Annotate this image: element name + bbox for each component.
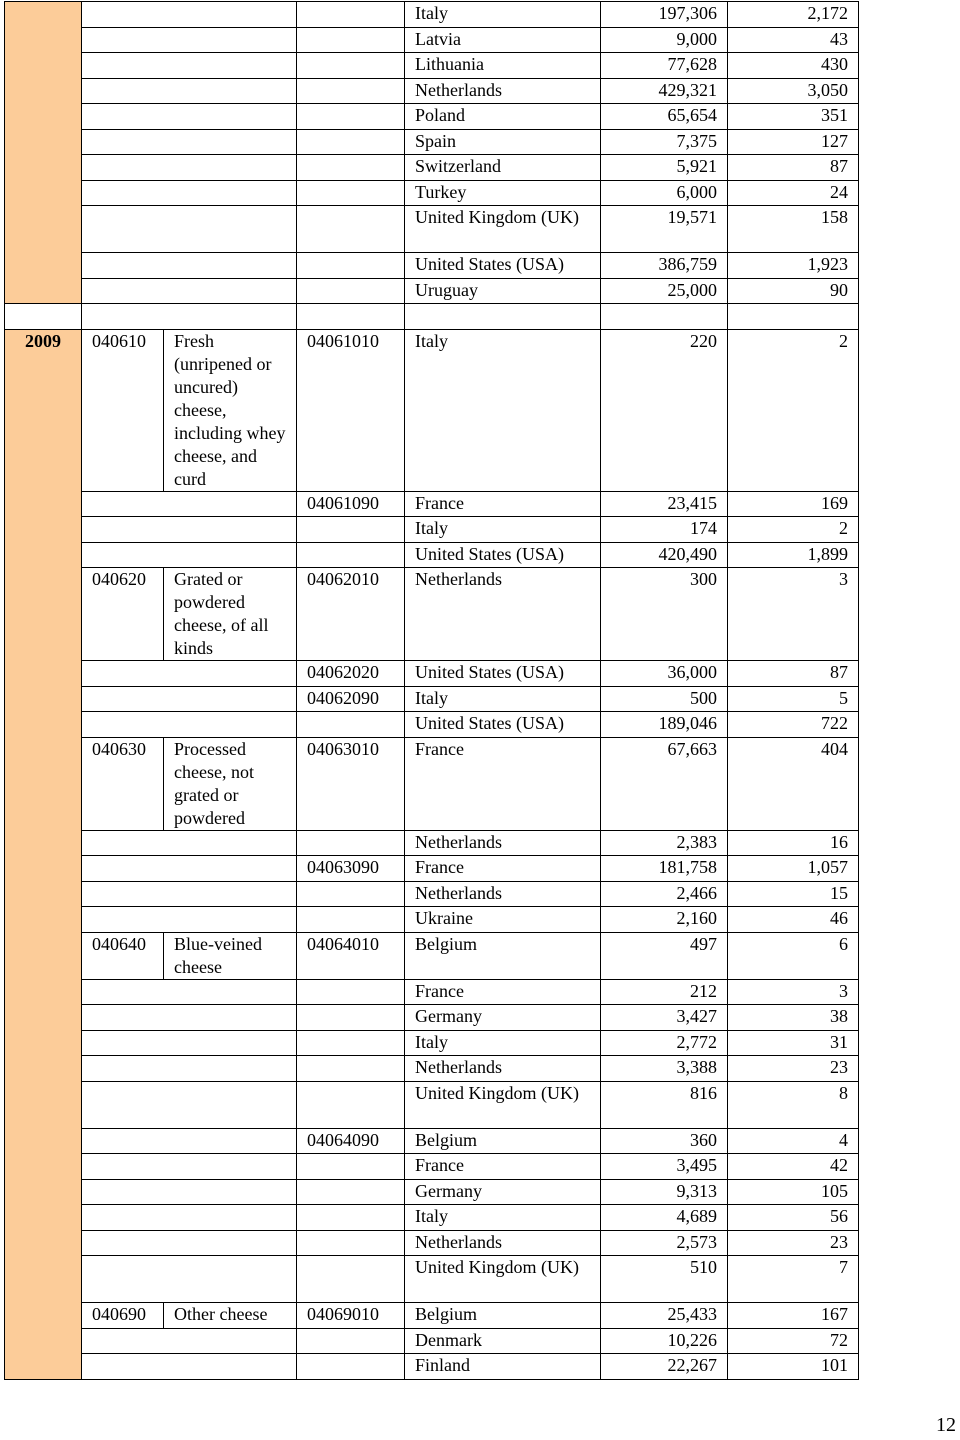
quantity-cell: 7 <box>728 1256 859 1303</box>
quantity-cell: 1,899 <box>728 542 859 568</box>
quantity-cell: 4 <box>728 1128 859 1154</box>
value-cell: 429,321 <box>601 78 728 104</box>
table-row <box>5 1154 859 1180</box>
value-cell: 197,306 <box>601 2 728 28</box>
table-row <box>5 737 859 830</box>
value-cell: 25,433 <box>601 1303 728 1329</box>
product-cell <box>82 979 297 1005</box>
quantity-cell: 72 <box>728 1328 859 1354</box>
country-cell: United States (USA) <box>405 253 601 279</box>
product-description-cell: Other cheese <box>164 1303 297 1329</box>
value-cell: 36,000 <box>601 661 728 687</box>
country-cell: France <box>405 491 601 517</box>
hs-code-cell: 040640 <box>82 932 164 979</box>
value-cell: 816 <box>601 1081 728 1128</box>
tariff-code-cell <box>297 907 405 933</box>
quantity-cell: 169 <box>728 491 859 517</box>
quantity-cell: 42 <box>728 1154 859 1180</box>
table-row <box>5 661 859 687</box>
table-row <box>5 253 859 279</box>
value-cell: 300 <box>601 568 728 661</box>
table-row <box>5 1179 859 1205</box>
value-cell: 2,466 <box>601 881 728 907</box>
table-row <box>5 1081 859 1128</box>
value-cell: 3,388 <box>601 1056 728 1082</box>
year-cell <box>5 2 82 304</box>
table-row <box>5 1230 859 1256</box>
tariff-code-cell <box>297 1030 405 1056</box>
country-cell: Italy <box>405 686 601 712</box>
product-cell <box>82 1354 297 1380</box>
tariff-code-cell <box>297 830 405 856</box>
product-cell <box>82 856 297 882</box>
country-cell: Latvia <box>405 27 601 53</box>
tariff-code-cell <box>297 1005 405 1031</box>
value-cell: 220 <box>601 329 728 491</box>
product-cell <box>82 661 297 687</box>
quantity-cell: 158 <box>728 206 859 253</box>
product-cell <box>82 881 297 907</box>
quantity-cell: 56 <box>728 1205 859 1231</box>
product-cell <box>82 712 297 738</box>
value-cell: 77,628 <box>601 53 728 79</box>
value-cell: 2,383 <box>601 830 728 856</box>
country-cell: Netherlands <box>405 1056 601 1082</box>
product-cell <box>82 491 297 517</box>
country-cell: Belgium <box>405 932 601 979</box>
country-cell: United States (USA) <box>405 542 601 568</box>
quantity-cell: 167 <box>728 1303 859 1329</box>
country-cell: United States (USA) <box>405 712 601 738</box>
table-row <box>5 881 859 907</box>
country-cell: United Kingdom (UK) <box>405 1081 601 1128</box>
country-cell: Ukraine <box>405 907 601 933</box>
quantity-cell: 24 <box>728 180 859 206</box>
table-row <box>5 1005 859 1031</box>
table-row <box>5 2 859 28</box>
product-cell <box>82 155 297 181</box>
quantity-cell: 23 <box>728 1230 859 1256</box>
product-cell <box>82 517 297 543</box>
value-cell <box>601 304 728 330</box>
table-row <box>5 1128 859 1154</box>
tariff-code-cell <box>297 155 405 181</box>
tariff-code-cell <box>297 53 405 79</box>
tariff-code-cell <box>297 881 405 907</box>
country-cell: Belgium <box>405 1303 601 1329</box>
quantity-cell: 5 <box>728 686 859 712</box>
table-row <box>5 568 859 661</box>
table-row <box>5 491 859 517</box>
value-cell: 7,375 <box>601 129 728 155</box>
quantity-cell: 15 <box>728 881 859 907</box>
product-cell <box>82 304 297 330</box>
quantity-cell: 2 <box>728 329 859 491</box>
value-cell: 360 <box>601 1128 728 1154</box>
table-row <box>5 1328 859 1354</box>
value-cell: 22,267 <box>601 1354 728 1380</box>
table-row <box>5 180 859 206</box>
country-cell: Germany <box>405 1179 601 1205</box>
tariff-code-cell: 04062020 <box>297 661 405 687</box>
tariff-code-cell <box>297 104 405 130</box>
hs-code-cell: 040620 <box>82 568 164 661</box>
quantity-cell: 3 <box>728 979 859 1005</box>
product-cell <box>82 1256 297 1303</box>
table-row <box>5 517 859 543</box>
table-row <box>5 155 859 181</box>
value-cell: 386,759 <box>601 253 728 279</box>
tariff-code-cell <box>297 1230 405 1256</box>
tariff-code-cell: 04062090 <box>297 686 405 712</box>
page-number: 12 <box>936 1414 956 1436</box>
table-row <box>5 1303 859 1329</box>
trade-table <box>4 1 859 1380</box>
quantity-cell: 87 <box>728 155 859 181</box>
tariff-code-cell <box>297 253 405 279</box>
product-cell <box>82 180 297 206</box>
value-cell: 3,427 <box>601 1005 728 1031</box>
value-cell: 10,226 <box>601 1328 728 1354</box>
tariff-code-cell: 04061010 <box>297 329 405 491</box>
country-cell: Uruguay <box>405 278 601 304</box>
quantity-cell: 101 <box>728 1354 859 1380</box>
country-cell: United States (USA) <box>405 661 601 687</box>
value-cell: 3,495 <box>601 1154 728 1180</box>
table-row <box>5 542 859 568</box>
quantity-cell: 87 <box>728 661 859 687</box>
year-cell <box>5 304 82 330</box>
country-cell: Finland <box>405 1354 601 1380</box>
value-cell: 2,573 <box>601 1230 728 1256</box>
value-cell: 212 <box>601 979 728 1005</box>
quantity-cell: 430 <box>728 53 859 79</box>
table-row <box>5 932 859 979</box>
product-description-cell: Processed cheese, not grated or powdered <box>164 737 297 830</box>
country-cell: Netherlands <box>405 568 601 661</box>
quantity-cell: 6 <box>728 932 859 979</box>
tariff-code-cell: 04063090 <box>297 856 405 882</box>
product-cell <box>82 1081 297 1128</box>
value-cell: 174 <box>601 517 728 543</box>
product-description-cell: Fresh (unripened or uncured) cheese, including whey cheese, and curd <box>164 329 297 491</box>
tariff-code-cell <box>297 1081 405 1128</box>
value-cell: 9,000 <box>601 27 728 53</box>
value-cell: 181,758 <box>601 856 728 882</box>
tariff-code-cell <box>297 1179 405 1205</box>
tariff-code-cell: 04064010 <box>297 932 405 979</box>
tariff-code-cell <box>297 979 405 1005</box>
tariff-code-cell <box>297 2 405 28</box>
product-cell <box>82 1205 297 1231</box>
product-cell <box>82 686 297 712</box>
country-cell: Italy <box>405 329 601 491</box>
tariff-code-cell: 04063010 <box>297 737 405 830</box>
country-cell: Netherlands <box>405 1230 601 1256</box>
quantity-cell: 105 <box>728 1179 859 1205</box>
quantity-cell: 90 <box>728 278 859 304</box>
country-cell: Italy <box>405 1030 601 1056</box>
quantity-cell: 31 <box>728 1030 859 1056</box>
tariff-code-cell <box>297 278 405 304</box>
value-cell: 67,663 <box>601 737 728 830</box>
tariff-code-cell <box>297 27 405 53</box>
product-cell <box>82 1328 297 1354</box>
quantity-cell: 16 <box>728 830 859 856</box>
quantity-cell: 46 <box>728 907 859 933</box>
tariff-code-cell <box>297 1056 405 1082</box>
tariff-code-cell <box>297 206 405 253</box>
product-cell <box>82 129 297 155</box>
country-cell: Belgium <box>405 1128 601 1154</box>
table-row <box>5 1354 859 1380</box>
quantity-cell: 8 <box>728 1081 859 1128</box>
quantity-cell: 1,057 <box>728 856 859 882</box>
table-row <box>5 206 859 253</box>
country-cell: United Kingdom (UK) <box>405 1256 601 1303</box>
country-cell: United Kingdom (UK) <box>405 206 601 253</box>
value-cell: 5,921 <box>601 155 728 181</box>
country-cell: Netherlands <box>405 881 601 907</box>
value-cell: 23,415 <box>601 491 728 517</box>
product-cell <box>82 53 297 79</box>
value-cell: 497 <box>601 932 728 979</box>
table-row <box>5 1030 859 1056</box>
tariff-code-cell <box>297 129 405 155</box>
quantity-cell: 38 <box>728 1005 859 1031</box>
quantity-cell: 3,050 <box>728 78 859 104</box>
hs-code-cell: 040610 <box>82 329 164 491</box>
quantity-cell <box>728 304 859 330</box>
country-cell: France <box>405 979 601 1005</box>
trade-table-body <box>5 2 859 1380</box>
quantity-cell: 127 <box>728 129 859 155</box>
table-row <box>5 907 859 933</box>
product-cell <box>82 206 297 253</box>
table-row <box>5 278 859 304</box>
tariff-code-cell <box>297 78 405 104</box>
country-cell: Italy <box>405 517 601 543</box>
value-cell: 500 <box>601 686 728 712</box>
tariff-code-cell: 04064090 <box>297 1128 405 1154</box>
country-cell: Italy <box>405 2 601 28</box>
table-row <box>5 27 859 53</box>
country-cell: Denmark <box>405 1328 601 1354</box>
value-cell: 189,046 <box>601 712 728 738</box>
tariff-code-cell: 04062010 <box>297 568 405 661</box>
quantity-cell: 2,172 <box>728 2 859 28</box>
table-row <box>5 856 859 882</box>
table-row <box>5 104 859 130</box>
product-cell <box>82 830 297 856</box>
tariff-code-cell <box>297 180 405 206</box>
table-row <box>5 304 859 330</box>
value-cell: 2,772 <box>601 1030 728 1056</box>
country-cell: Italy <box>405 1205 601 1231</box>
table-row <box>5 53 859 79</box>
tariff-code-cell <box>297 1256 405 1303</box>
product-description-cell: Blue-veined cheese <box>164 932 297 979</box>
country-cell: Spain <box>405 129 601 155</box>
product-cell <box>82 1128 297 1154</box>
country-cell: France <box>405 737 601 830</box>
table-row <box>5 1205 859 1231</box>
product-cell <box>82 253 297 279</box>
product-cell <box>82 907 297 933</box>
quantity-cell: 2 <box>728 517 859 543</box>
tariff-code-cell <box>297 1154 405 1180</box>
product-cell <box>82 1030 297 1056</box>
value-cell: 9,313 <box>601 1179 728 1205</box>
tariff-code-cell <box>297 1205 405 1231</box>
tariff-code-cell: 04069010 <box>297 1303 405 1329</box>
table-row <box>5 830 859 856</box>
value-cell: 25,000 <box>601 278 728 304</box>
table-row <box>5 1256 859 1303</box>
country-cell: Netherlands <box>405 78 601 104</box>
table-row <box>5 686 859 712</box>
product-cell <box>82 1056 297 1082</box>
country-cell: France <box>405 1154 601 1180</box>
tariff-code-cell <box>297 712 405 738</box>
quantity-cell: 351 <box>728 104 859 130</box>
table-row <box>5 979 859 1005</box>
tariff-code-cell <box>297 1354 405 1380</box>
table-row <box>5 78 859 104</box>
year-cell: 2009 <box>5 329 82 1379</box>
hs-code-cell: 040690 <box>82 1303 164 1329</box>
value-cell: 4,689 <box>601 1205 728 1231</box>
quantity-cell: 404 <box>728 737 859 830</box>
tariff-code-cell <box>297 517 405 543</box>
table-row <box>5 129 859 155</box>
country-cell: Turkey <box>405 180 601 206</box>
quantity-cell: 3 <box>728 568 859 661</box>
tariff-code-cell: 04061090 <box>297 491 405 517</box>
product-cell <box>82 1230 297 1256</box>
hs-code-cell: 040630 <box>82 737 164 830</box>
table-row <box>5 712 859 738</box>
country-cell: France <box>405 856 601 882</box>
product-cell <box>82 78 297 104</box>
value-cell: 65,654 <box>601 104 728 130</box>
country-cell: Poland <box>405 104 601 130</box>
value-cell: 420,490 <box>601 542 728 568</box>
tariff-code-cell <box>297 1328 405 1354</box>
product-cell <box>82 1154 297 1180</box>
quantity-cell: 23 <box>728 1056 859 1082</box>
table-row <box>5 1056 859 1082</box>
table-row <box>5 329 859 491</box>
country-cell: Germany <box>405 1005 601 1031</box>
country-cell: Switzerland <box>405 155 601 181</box>
product-cell <box>82 278 297 304</box>
tariff-code-cell <box>297 304 405 330</box>
tariff-code-cell <box>297 542 405 568</box>
product-cell <box>82 1005 297 1031</box>
product-cell <box>82 542 297 568</box>
quantity-cell: 43 <box>728 27 859 53</box>
country-cell <box>405 304 601 330</box>
product-description-cell: Grated or powdered cheese, of all kinds <box>164 568 297 661</box>
value-cell: 6,000 <box>601 180 728 206</box>
quantity-cell: 1,923 <box>728 253 859 279</box>
product-cell <box>82 104 297 130</box>
product-cell <box>82 1179 297 1205</box>
country-cell: Netherlands <box>405 830 601 856</box>
quantity-cell: 722 <box>728 712 859 738</box>
value-cell: 510 <box>601 1256 728 1303</box>
product-cell <box>82 2 297 28</box>
value-cell: 19,571 <box>601 206 728 253</box>
value-cell: 2,160 <box>601 907 728 933</box>
country-cell: Lithuania <box>405 53 601 79</box>
product-cell <box>82 27 297 53</box>
